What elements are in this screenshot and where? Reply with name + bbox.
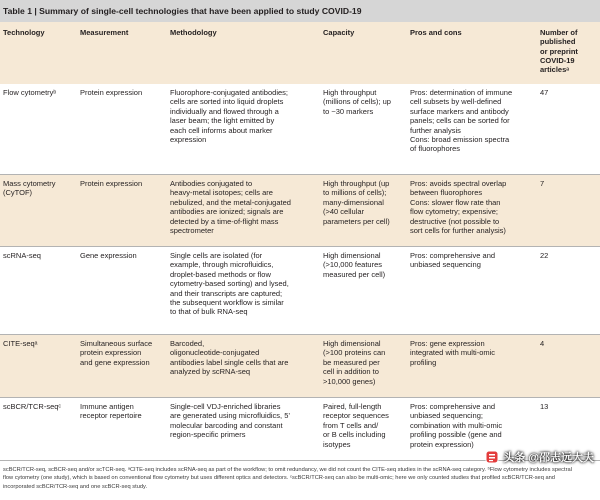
table-row — [0, 175, 600, 246]
pros-cons-cell: Pros: gene expression integrated with multi-omic profiling — [410, 339, 496, 367]
watermark — [485, 447, 594, 467]
table-title: Table 1 | Summary of single-cell technologies that have been applied to study COVID-19 — [0, 0, 600, 22]
methodology-cell: Antibodies conjugated to heavy-metal isotopes; cells are nebulized, and the metal-conjugated antibodies are ionized; signals are detected by a time-of-flight mass spectrometer — [170, 179, 291, 236]
column-header-technology: Technology — [3, 28, 45, 37]
capacity-cell: High dimensional (>10,000 features measured per cell) — [323, 251, 386, 279]
capacity-cell: High throughput (millions of cells); up to ~30 markers — [323, 88, 391, 116]
measurement-cell: Protein expression — [80, 88, 143, 97]
article-count-cell: 22 — [540, 251, 549, 260]
pros-cons-cell: Pros: comprehensive and unbiased sequencing; combination with multi-omic profiling possible (gene and protein expression) — [410, 402, 503, 449]
table-header — [0, 22, 600, 84]
column-header-pros-and-cons: Pros and cons — [410, 28, 462, 37]
measurement-cell: Immune antigen receptor repertoire — [80, 402, 142, 421]
measurement-cell: Protein expression — [80, 179, 143, 188]
article-count-cell: 47 — [540, 88, 549, 97]
article-count-cell: 7 — [540, 179, 545, 188]
footnote-line: scBCR/TCR-seq, scBCR-seq and/or scTCR-seq. ᵃCITE-seq includes scRNA-seq as part of the workflow; to omit redundancy, we did not count the CITE-seq studies in the scRNA-seq category. ᵇFlow cytometry includes spectral — [3, 467, 572, 473]
technology-cell: Flow cytometryᵇ — [3, 88, 57, 97]
table-footnote — [3, 466, 597, 491]
column-header-capacity: Capacity — [323, 28, 355, 37]
technology-cell: scRNA-seq — [3, 251, 41, 260]
methodology-cell: Barcoded, oligonucleotide-conjugated antibodies label single cells that are analyzed by scRNA-seq — [170, 339, 289, 377]
capacity-cell: High dimensional (>100 proteins can be measured per cell in addition to >10,000 genes) — [323, 339, 386, 386]
technology-cell: scBCR/TCR-seqᶜ — [3, 402, 62, 411]
toutiao-logo-icon — [485, 450, 499, 464]
watermark-text: 头条 @邵志远大夫 — [503, 452, 594, 464]
footnote-line: flow cytometry (one study), which is based on conventional flow cytometry but uses different optics and detectors. ᶜscBCR/TCR-seq can also be multi-omic; here we only counted studies that profiled scBCR/TCR-seq and — [3, 475, 555, 482]
article-count-cell: 4 — [540, 339, 545, 348]
article-count-cell: 13 — [540, 402, 549, 411]
pros-cons-cell: Pros: comprehensive and unbiased sequencing — [410, 251, 496, 270]
table-row — [0, 335, 600, 397]
column-header-measurement: Measurement — [80, 28, 129, 37]
table-row — [0, 84, 600, 174]
measurement-cell: Simultaneous surface protein expression and gene expression — [80, 339, 153, 367]
pros-cons-cell: Pros: avoids spectral overlap between fluorophores Cons: slower flow rate than flow cytometry; expensive; destructive (not possible to sort cells for further analysis) — [410, 179, 507, 236]
column-header-methodology: Methodology — [170, 28, 217, 37]
pros-cons-cell: Pros: determination of immune cell subsets by well-defined surface markers and antibody panels; cells can be sorted for further analysis Cons: broad emission spectra of fluorophores — [410, 88, 513, 154]
measurement-cell: Gene expression — [80, 251, 137, 260]
methodology-cell: Single cells are isolated (for example, through microfluidics, droplet-based methods or flow cytometry-based sorting) and lysed, and their transcripts are captured; the subsequent workflow is similar to that of bulk RNA-seq — [170, 251, 289, 317]
capacity-cell: Paired, full-length receptor sequences from T cells and/ or B cells including isotypes — [323, 402, 389, 449]
table-row — [0, 247, 600, 334]
methodology-cell: Single-cell VDJ-enriched libraries are generated using microfluidics, 5’ molecular barcoding and constant region-specific primers — [170, 402, 291, 440]
methodology-cell: Fluorophore-conjugated antibodies; cells are sorted into liquid droplets individually and flowed through a laser beam; the light emitted by each cell informs about marker expression — [170, 88, 288, 145]
capacity-cell: High throughput (up to millions of cells); many-dimensional (>40 cellular parameters per cell) — [323, 179, 390, 226]
technology-cell: CITE-seqᵃ — [3, 339, 38, 348]
technology-cell: Mass cytometry (CyTOF) — [3, 179, 56, 198]
column-header-article-count: Number of published or preprint COVID-19 articlesᵃ — [540, 28, 578, 75]
footnote-line: incorporated scBCR/TCR-seq and one scBCR-seq study. — [3, 483, 148, 490]
